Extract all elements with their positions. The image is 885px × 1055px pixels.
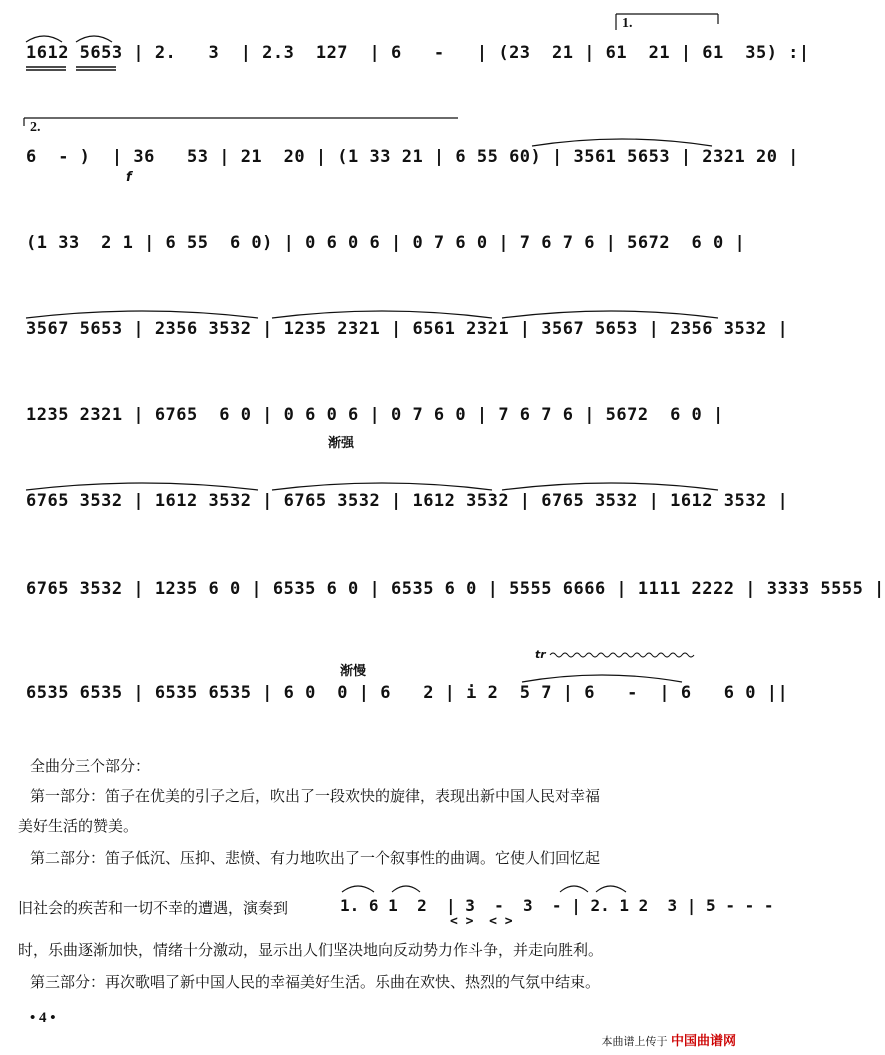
score-row-7 [22, 578, 885, 628]
score-row-4 [22, 318, 789, 368]
score-row-text: 6765 3532 | 1235 6 0 | 6535 6 0 | 6535 6 0 | 5555 6666 | 1111 2222 | 3333 5555 | [26, 579, 885, 599]
underlines [22, 65, 722, 83]
score-row-text: 6765 3532 | 1612 3532 | 6765 3532 | 1612 3532 | 6765 3532 | 1612 3532 | [26, 491, 789, 511]
score-row-5 [22, 404, 722, 454]
part1-line1: 第一部分：笛子在优美的引子之后，吹出了一段欢快的旋律，表现出新中国人民对幸福 [30, 787, 601, 805]
part2-inline-accents: < > < > [450, 914, 513, 929]
score-row-6 [22, 490, 789, 540]
volta-bracket-1 [614, 12, 722, 32]
footer-prefix: 本曲谱上传于 [601, 1035, 668, 1048]
trill-wavy-line [550, 650, 700, 660]
volta-bracket-2 [22, 116, 462, 128]
dynamic-forte: f [126, 170, 132, 185]
part2-line1: 第二部分：笛子低沉、压抑、悲愤、有力地吹出了一个叙事性的曲调。它使人们回忆起 [30, 849, 601, 867]
score-row-text: 6535 6535 | 6535 6535 | 6 0 0 | 6 2 | i 2 5 7 | 6 - | 6 6 0 || [26, 683, 789, 703]
part2-line3: 时，乐曲逐渐加快，情绪十分激动，显示出人们坚决地向反动势力作斗争，并走向胜利。 [18, 941, 604, 959]
part2-line2: 旧社会的疾苦和一切不幸的遭遇，演奏到 [18, 899, 289, 917]
intro-line: 全曲分三个部分： [30, 757, 151, 775]
footer-credit [601, 1030, 736, 1049]
page-number: • 4 • [30, 1010, 56, 1026]
trill-marking: tr [535, 648, 546, 661]
score-row-text: (1 33 2 1 | 6 55 6 0) | 0 6 0 6 | 0 7 6 0 | 7 6 7 6 | 5672 6 0 | [26, 233, 746, 253]
score-row-8 [22, 682, 789, 732]
site-logo-text[interactable]: 中国曲谱网 [670, 1034, 736, 1049]
part2-inline-slurs [340, 878, 650, 894]
ritardando-marking: 渐慢 [340, 664, 367, 679]
part3-line1: 第三部分：再次歌唱了新中国人民的幸福美好生活。乐曲在欢快、热烈的气氛中结束。 [30, 973, 601, 991]
score-row-text: 1235 2321 | 6765 6 0 | 0 6 0 6 | 0 7 6 0 | 7 6 7 6 | 5672 6 0 | [26, 405, 724, 425]
score-row-3 [22, 232, 746, 282]
score-row-text: 1612 5653 | 2. 3 | 2.3 127 | 6 - | (23 21 | 61 21 | 61 35) :| [26, 43, 810, 63]
score-row-1 [22, 42, 810, 92]
part1-line2: 美好生活的赞美。 [18, 817, 139, 835]
volta-first-ending: 1. [622, 16, 633, 31]
score-row-text: 6 - ) | 36 53 | 21 20 | (1 33 21 | 6 55 60) | 3561 5653 | 2321 20 | [26, 147, 799, 167]
volta-second-ending: 2. [30, 120, 41, 135]
score-row-text: 3567 5653 | 2356 3532 | 1235 2321 | 6561 2321 | 3567 5653 | 2356 3532 | [26, 319, 789, 339]
crescendo-marking: 渐强 [328, 436, 355, 451]
part2-inline-score: 1. 6 1 2 | 3 - 3 - | 2. 1 2 3 | 5 - - - [340, 896, 774, 915]
